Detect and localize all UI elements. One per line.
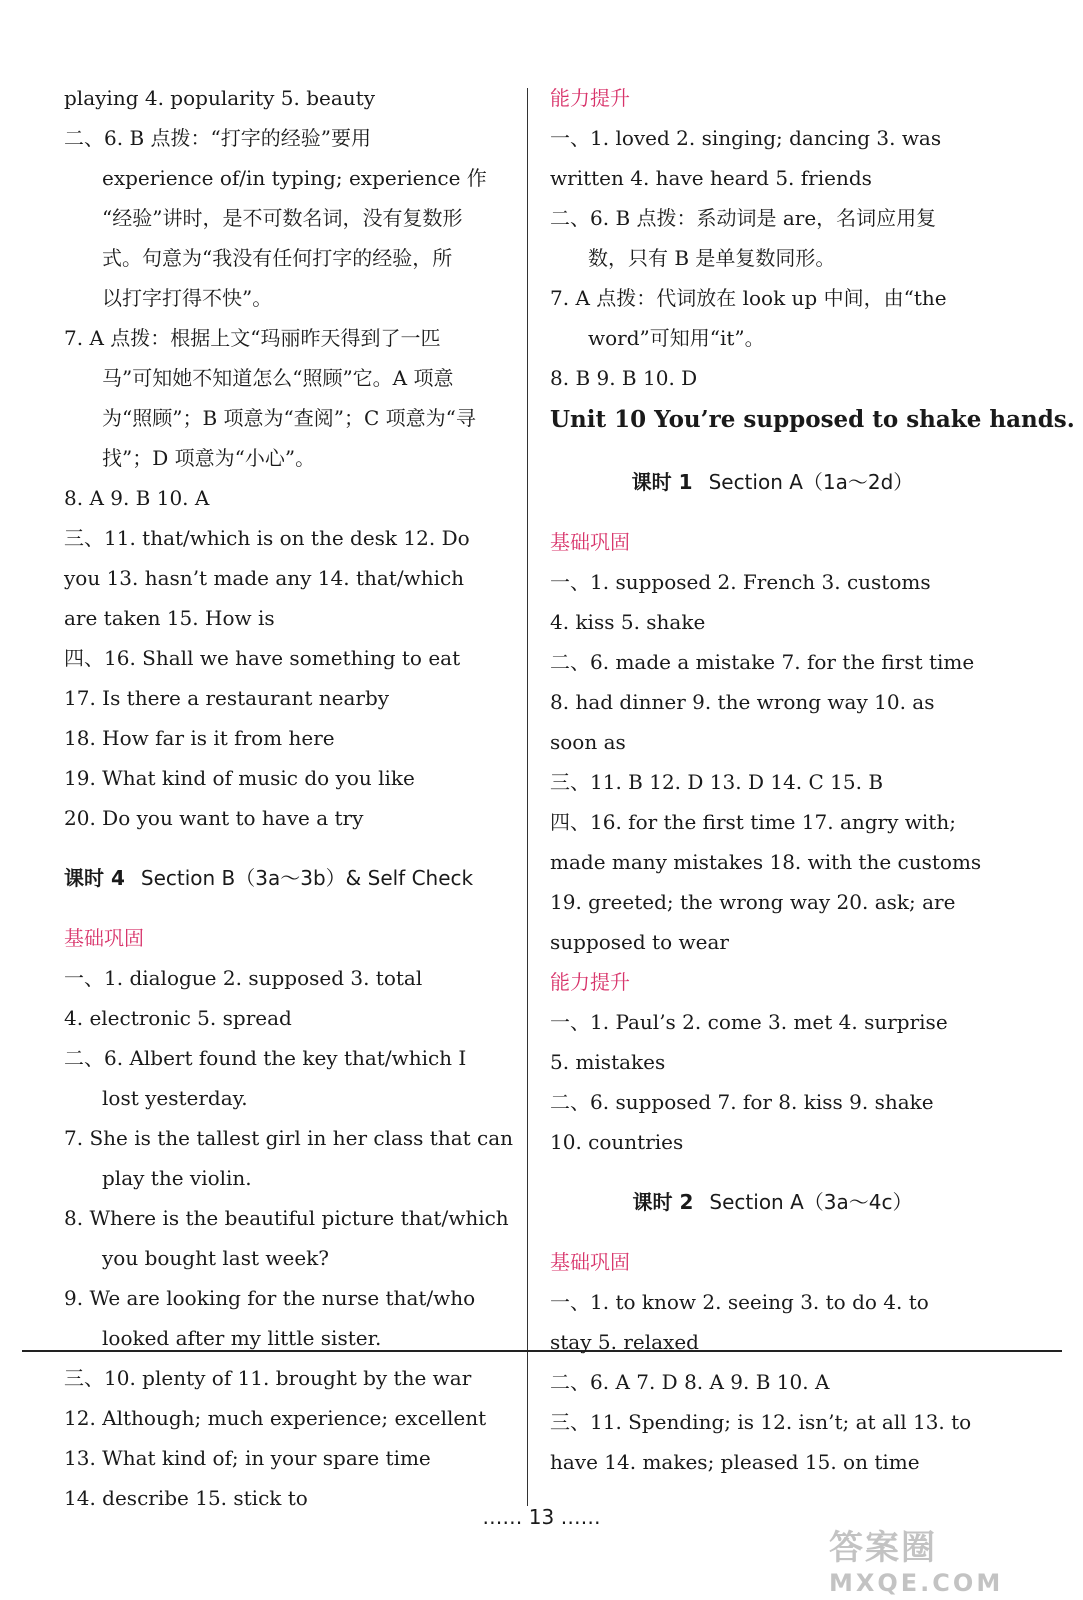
answer-line: supposed to wear [550, 930, 729, 954]
answer-line: 一、1. supposed 2. French 3. customs [550, 570, 931, 594]
answer-line: 一、1. dialogue 2. supposed 3. total [64, 966, 423, 990]
answer-line: 二、6. B 点拨：“打字的经验”要用 [64, 126, 371, 150]
answer-line: 为“照顾”；B 项意为“查阅”；C 项意为“寻 [102, 406, 476, 430]
answer-line: 二、6. made a mistake 7. for the first time [550, 650, 975, 674]
answer-line: have 14. makes; pleased 15. on time [550, 1450, 920, 1474]
lesson-heading [64, 858, 504, 898]
answer-line: playing 4. popularity 5. beauty [64, 86, 376, 110]
answer-line: 二、6. Albert found the key that/which I [64, 1046, 467, 1070]
answer-line: lost yesterday. [102, 1086, 248, 1110]
answer-line: 7. A 点拨：代词放在 look up 中间，由“the [550, 286, 947, 310]
lesson-heading [550, 462, 995, 502]
answer-line: 7. A 点拨：根据上文“玛丽昨天得到了一匹 [64, 326, 441, 350]
answer-line: 4. electronic 5. spread [64, 1006, 292, 1030]
answer-line: 一、1. loved 2. singing; dancing 3. was [550, 126, 942, 150]
answer-line: soon as [550, 730, 626, 754]
answer-line: experience of/in typing; experience 作 [102, 166, 487, 190]
section-heading: 基础巩固 [550, 1250, 630, 1274]
answer-line: 四、16. for the first time 17. angry with; [550, 810, 956, 834]
answer-line: 19. What kind of music do you like [64, 766, 415, 790]
answer-line: are taken 15. How is [64, 606, 275, 630]
lesson-label: 课时 4 [64, 866, 125, 890]
answer-line: 一、1. Paul’s 2. come 3. met 4. surprise [550, 1010, 948, 1034]
answer-line: 三、11. B 12. D 13. D 14. C 15. B [550, 770, 884, 794]
answer-line: 8. A 9. B 10. A [64, 486, 210, 510]
answer-line: 8. had dinner 9. the wrong way 10. as [550, 690, 935, 714]
answer-line: 12. Although; much experience; excellent [64, 1406, 487, 1430]
answer-line: 13. What kind of; in your spare time [64, 1446, 431, 1470]
answer-line: 一、1. to know 2. seeing 3. to do 4. to [550, 1290, 929, 1314]
answer-line: 式。句意为“我没有任何打字的经验，所 [102, 246, 453, 270]
answer-line: 三、10. plenty of 11. brought by the war [64, 1366, 472, 1390]
unit-title: Unit 10 You’re supposed to shake hands. [550, 406, 1075, 433]
lesson-section: Section A（1a～2d） [708, 470, 914, 494]
lesson-label: 课时 1 [631, 470, 693, 494]
lesson-section: Section A（3a～4c） [709, 1190, 913, 1214]
answer-line: 20. Do you want to have a try [64, 806, 364, 830]
answer-line: you bought last week? [102, 1246, 329, 1270]
answer-line: 找”；D 项意为“小心”。 [102, 446, 316, 470]
answer-line: 4. kiss 5. shake [550, 610, 706, 634]
spacer [550, 502, 995, 522]
section-heading: 能力提升 [550, 86, 630, 110]
answer-line: 17. Is there a restaurant nearby [64, 686, 390, 710]
answer-line: 8. Where is the beautiful picture that/which [64, 1206, 509, 1230]
answer-line: 二、6. supposed 7. for 8. kiss 9. shake [550, 1090, 934, 1114]
answer-line: 马”可知她不知道怎么“照顾”它。A 项意 [102, 366, 454, 390]
answer-line: 10. countries [550, 1130, 684, 1154]
answer-line: made many mistakes 18. with the customs [550, 850, 982, 874]
answer-line: stay 5. relaxed [550, 1330, 699, 1354]
answer-line: 7. She is the tallest girl in her class that can [64, 1126, 514, 1150]
spacer [550, 1222, 995, 1242]
answer-line: 5. mistakes [550, 1050, 666, 1074]
lesson-heading [550, 1182, 995, 1222]
answer-line: you 13. hasn’t made any 14. that/which [64, 566, 465, 590]
answer-line: word”可知用“it”。 [588, 326, 765, 350]
answer-line: 四、16. Shall we have something to eat [64, 646, 461, 670]
watermark-logo: 答案圈 MXQE.COM [829, 1528, 1004, 1597]
answer-line: 9. We are looking for the nurse that/who [64, 1286, 476, 1310]
answer-line: 二、6. B 点拨：系动词是 are，名词应用复 [550, 206, 937, 230]
section-heading: 基础巩固 [550, 530, 630, 554]
answer-line: 以打字打得不快”。 [102, 286, 273, 310]
section-heading: 基础巩固 [64, 926, 144, 950]
answer-line: 8. B 9. B 10. D [550, 366, 698, 390]
spacer [64, 898, 504, 918]
answer-line: 14. describe 15. stick to [64, 1486, 308, 1510]
answer-line: “经验”讲时，是不可数名词，没有复数形 [102, 206, 463, 230]
answer-line: 三、11. that/which is on the desk 12. Do [64, 526, 470, 550]
section-heading: 能力提升 [550, 970, 630, 994]
spacer [550, 442, 995, 462]
answer-line: 18. How far is it from here [64, 726, 335, 750]
right-column [550, 78, 1075, 1482]
answer-line: looked after my little sister. [102, 1326, 382, 1350]
answer-line: 19. greeted; the wrong way 20. ask; are [550, 890, 956, 914]
spacer [64, 838, 504, 858]
lesson-section: Section B（3a～3b）& Self Check [140, 866, 474, 890]
lesson-label: 课时 2 [632, 1190, 694, 1214]
answer-line: 三、11. Spending; is 12. isn’t; at all 13. to [550, 1410, 972, 1434]
answer-line: 数，只有 B 是单复数同形。 [588, 246, 836, 270]
page-number: …… 13 …… [482, 1505, 601, 1529]
answer-line: 二、6. A 7. D 8. A 9. B 10. A [550, 1370, 830, 1394]
answer-line: written 4. have heard 5. friends [550, 166, 872, 190]
column-divider [527, 88, 528, 1506]
spacer [550, 1162, 995, 1182]
left-column [64, 78, 514, 1518]
answer-line: play the violin. [102, 1166, 252, 1190]
